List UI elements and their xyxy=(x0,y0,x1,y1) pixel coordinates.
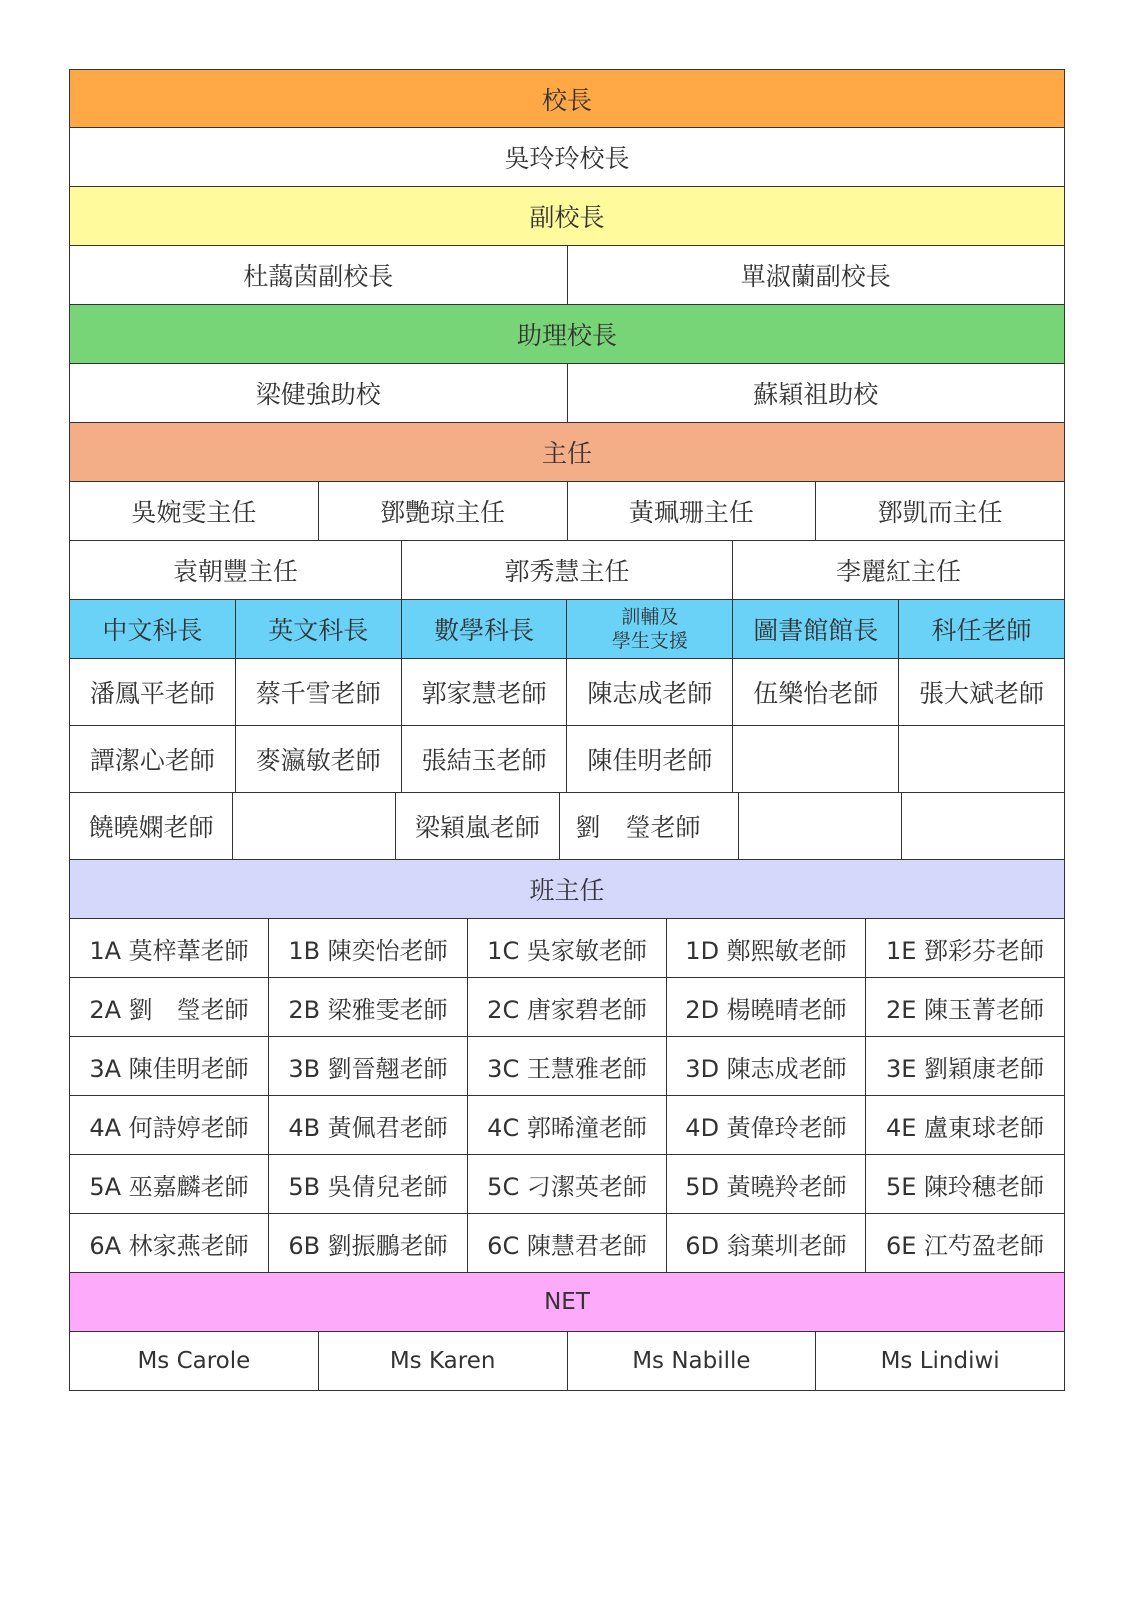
vice-principal-header: 副校長 xyxy=(69,187,1065,245)
class-teacher: 1A 莫梓葦老師 xyxy=(69,919,268,977)
net-header: NET xyxy=(69,1273,1065,1331)
class-teacher: 4B 黃佩君老師 xyxy=(268,1096,467,1154)
subject-teacher: 陳佳明老師 xyxy=(566,726,732,792)
class-teacher: 4E 盧東球老師 xyxy=(865,1096,1065,1154)
subject-header-math: 數學科長 xyxy=(401,600,567,658)
vice-principal-row xyxy=(69,246,1065,305)
staff-chart xyxy=(69,69,1065,1391)
class-teacher: 4D 黃偉玲老師 xyxy=(666,1096,865,1154)
director-name: 袁朝豐主任 xyxy=(69,541,401,599)
director-name: 黃珮珊主任 xyxy=(567,482,816,540)
director-name: 吳婉雯主任 xyxy=(69,482,318,540)
subject-teacher: 劉 瑩老師 xyxy=(559,793,738,859)
director-name: 鄧凱而主任 xyxy=(815,482,1065,540)
class-teacher: 3A 陳佳明老師 xyxy=(69,1037,268,1095)
subject-header-english: 英文科長 xyxy=(235,600,401,658)
class-teacher: 3E 劉穎康老師 xyxy=(865,1037,1065,1095)
class-row-4 xyxy=(69,1096,1065,1155)
net-header-row xyxy=(69,1273,1065,1332)
subject-header-library: 圖書館館長 xyxy=(732,600,898,658)
empty-cell xyxy=(232,793,395,859)
assistant-principal-row xyxy=(69,364,1065,423)
subject-header-subject-teacher: 科任老師 xyxy=(898,600,1065,658)
subject-teacher: 伍樂怡老師 xyxy=(732,659,898,725)
class-teacher: 1B 陳奕怡老師 xyxy=(268,919,467,977)
class-teacher: 2E 陳玉菁老師 xyxy=(865,978,1065,1036)
subject-teacher: 陳志成老師 xyxy=(566,659,732,725)
class-teacher: 1E 鄧彩芬老師 xyxy=(865,919,1065,977)
principal-header-row xyxy=(69,69,1065,128)
subject-teacher: 張結玉老師 xyxy=(401,726,567,792)
subject-header-guidance xyxy=(566,600,732,658)
class-teacher-header-row xyxy=(69,860,1065,919)
subject-teacher: 蔡千雪老師 xyxy=(235,659,401,725)
class-teacher: 5E 陳玲穗老師 xyxy=(865,1155,1065,1213)
vice-principal-header-row xyxy=(69,187,1065,246)
class-teacher: 6B 劉振鵬老師 xyxy=(268,1214,467,1272)
subject-teacher: 郭家慧老師 xyxy=(401,659,567,725)
net-teacher: Ms Lindiwi xyxy=(815,1332,1065,1390)
subject-teacher: 梁穎嵐老師 xyxy=(395,793,558,859)
class-teacher: 3B 劉晉翹老師 xyxy=(268,1037,467,1095)
empty-cell xyxy=(901,793,1065,859)
class-teacher: 2C 唐家碧老師 xyxy=(467,978,666,1036)
class-teacher: 6A 林家燕老師 xyxy=(69,1214,268,1272)
class-teacher-header: 班主任 xyxy=(69,860,1065,918)
net-teacher: Ms Carole xyxy=(69,1332,318,1390)
empty-cell xyxy=(732,726,898,792)
class-teacher: 5D 黃曉羚老師 xyxy=(666,1155,865,1213)
subject-teacher: 潘鳳平老師 xyxy=(69,659,235,725)
subject-header-guidance-line-2: 學生支援 xyxy=(611,630,688,652)
subject-teacher: 張大斌老師 xyxy=(898,659,1065,725)
director-header-row xyxy=(69,423,1065,482)
class-teacher: 5B 吳倩兒老師 xyxy=(268,1155,467,1213)
class-teacher: 3D 陳志成老師 xyxy=(666,1037,865,1095)
subject-header-guidance-line-1: 訓輔及 xyxy=(621,606,679,628)
subject-row-1 xyxy=(69,659,1065,726)
empty-cell xyxy=(738,793,901,859)
subject-teacher: 麥瀛敏老師 xyxy=(235,726,401,792)
subject-teacher: 饒曉嫻老師 xyxy=(69,793,232,859)
class-teacher: 1C 吳家敏老師 xyxy=(467,919,666,977)
class-teacher: 4A 何詩婷老師 xyxy=(69,1096,268,1154)
subject-row-2 xyxy=(69,726,1065,793)
assistant-principal-name: 蘇穎祖助校 xyxy=(567,364,1066,422)
class-teacher: 1D 鄭熙敏老師 xyxy=(666,919,865,977)
net-row xyxy=(69,1332,1065,1391)
class-teacher: 6D 翁葉圳老師 xyxy=(666,1214,865,1272)
class-teacher: 2A 劉 瑩老師 xyxy=(69,978,268,1036)
class-row-1 xyxy=(69,919,1065,978)
class-teacher: 3C 王慧雅老師 xyxy=(467,1037,666,1095)
principal-header: 校長 xyxy=(69,70,1065,127)
director-row-1 xyxy=(69,482,1065,541)
net-teacher: Ms Nabille xyxy=(567,1332,816,1390)
director-name: 李麗紅主任 xyxy=(732,541,1065,599)
class-teacher: 4C 郭晞潼老師 xyxy=(467,1096,666,1154)
class-row-2 xyxy=(69,978,1065,1037)
vice-principal-name: 單淑蘭副校長 xyxy=(567,246,1066,304)
director-name: 鄧艷琼主任 xyxy=(318,482,567,540)
subject-header-row xyxy=(69,600,1065,659)
director-header: 主任 xyxy=(69,423,1065,481)
assistant-principal-header: 助理校長 xyxy=(69,305,1065,363)
class-row-3 xyxy=(69,1037,1065,1096)
class-teacher: 2B 梁雅雯老師 xyxy=(268,978,467,1036)
subject-row-3 xyxy=(69,793,1065,860)
class-teacher: 6E 江芍盈老師 xyxy=(865,1214,1065,1272)
principal-row xyxy=(69,128,1065,187)
principal-name: 吳玲玲校長 xyxy=(69,128,1065,186)
net-teacher: Ms Karen xyxy=(318,1332,567,1390)
class-teacher: 2D 楊曉晴老師 xyxy=(666,978,865,1036)
vice-principal-name: 杜藹茵副校長 xyxy=(69,246,567,304)
subject-header-chinese: 中文科長 xyxy=(69,600,235,658)
subject-teacher: 譚潔心老師 xyxy=(69,726,235,792)
assistant-principal-name: 梁健強助校 xyxy=(69,364,567,422)
class-row-6 xyxy=(69,1214,1065,1273)
class-teacher: 6C 陳慧君老師 xyxy=(467,1214,666,1272)
class-row-5 xyxy=(69,1155,1065,1214)
director-row-2 xyxy=(69,541,1065,600)
class-teacher: 5A 巫嘉麟老師 xyxy=(69,1155,268,1213)
assistant-principal-header-row xyxy=(69,305,1065,364)
director-name: 郭秀慧主任 xyxy=(401,541,733,599)
class-teacher: 5C 刁潔英老師 xyxy=(467,1155,666,1213)
empty-cell xyxy=(898,726,1065,792)
